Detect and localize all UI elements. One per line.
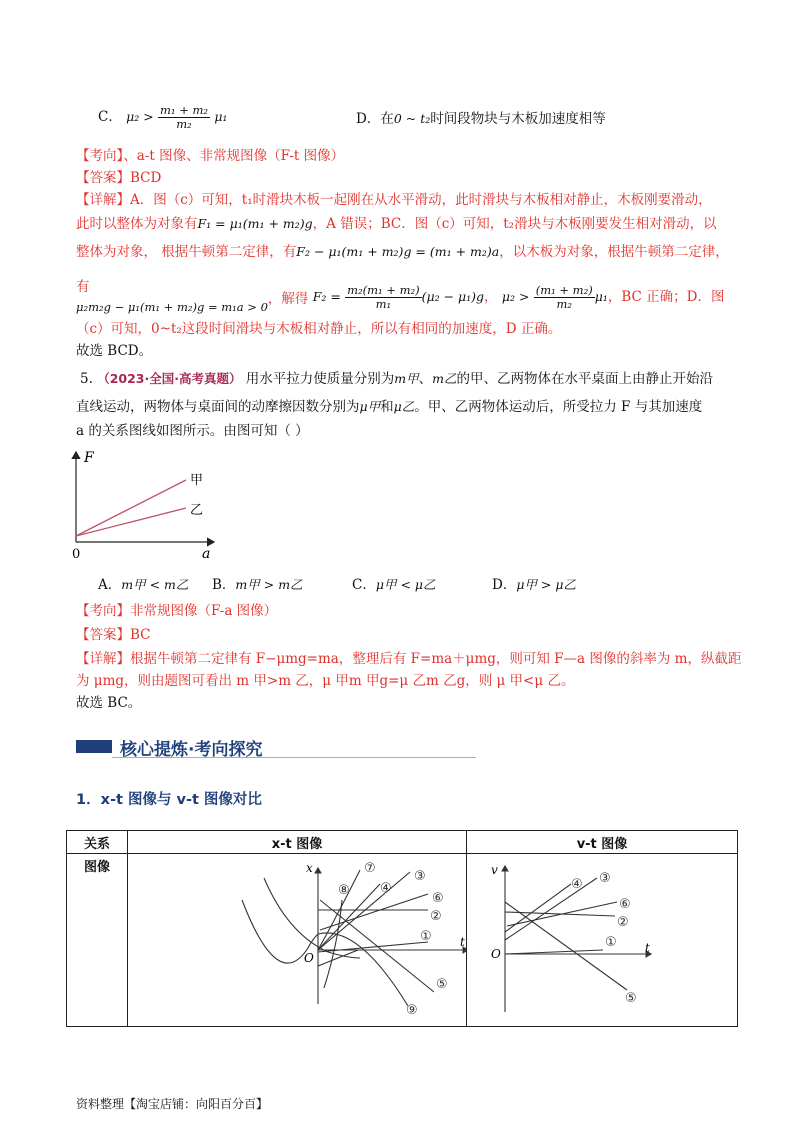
q4-detail-4f-lhs: F₂ = [312,289,341,304]
q4-option-c [98,104,227,131]
section-header-block [76,740,112,753]
q4-detail-4f-den: m₁ [375,297,392,311]
q5-stem-2and: 和 [380,399,394,415]
xt-x-label: t [460,935,465,949]
q4-detail-4a: 有 [76,279,90,295]
q5-source: （2023·全国·高考真题） [97,371,242,386]
vt-x-label: t [645,941,650,955]
vt-mark-2: ② [617,915,629,930]
q5-option-c [352,574,436,596]
q4-detail-line-3 [76,241,729,263]
q4-kaoxiang: 【考向】、a-t 图像、非常规图像（F-t 图像） [76,148,345,164]
q5-graph-x-label: a [202,546,211,562]
xt-mark-8: ⑧ [338,883,350,898]
q5-stem-2a: 直线运动，两物体与桌面间的动摩擦因数分别为 [76,399,360,415]
q4-option-d [356,108,606,130]
q4-detail-4-math: μ₂m₂g − μ₁(m₁ + m₂)g = m₁a > 0 [76,300,268,314]
q5-fa-graph [66,446,226,562]
q5-option-b-label: B． [212,577,236,593]
xt-graph [128,854,466,1022]
q5-option-a-math: m甲 < m乙 [121,577,189,592]
q4-detail-4g-den: m₂ [556,297,572,311]
xt-mark-1: ① [420,929,432,944]
table-cell-vt [467,854,738,1027]
section-header-title: 核心提炼·考向探究 [120,740,263,760]
q5-option-b-math: m甲 > m乙 [235,577,303,592]
subsection-title: 1．x-t 图像与 v-t 图像对比 [76,792,262,808]
q4-conclusion: 故选 BCD。 [76,343,153,359]
vt-mark-3: ③ [599,871,611,886]
q4-option-d-text: 时间段物块与木板加速度相等 [430,111,606,127]
q5-graph-origin: 0 [72,547,81,562]
q5-option-d-label: D． [492,577,517,593]
q5-stem-1b: 的甲、乙两物体在水平桌面上由静止开始沿 [456,371,713,387]
xt-curve-8 [324,900,342,988]
xt-mark-7: ⑦ [364,861,376,876]
xt-line-6 [320,894,428,930]
q4-detail-4g-rhs: μ₁ [594,289,608,304]
q4-detail-3a: 整体为对象， 根据牛顿第二定律，有 [76,244,297,260]
xt-curve-9 [318,933,408,1006]
comparison-table [66,830,738,1027]
q5-option-c-math: μ甲 < μ乙 [375,577,436,592]
q5-stem-2b: 。甲、乙两物体运动后，所受拉力 F 与其加速度 [414,399,703,415]
q4-option-d-math: 0 ~ t₂ [393,111,431,126]
q4-detail-4f-num: m₂(m₁ + m₂) [347,283,420,297]
q4-option-c-rhs: μ₁ [214,109,228,124]
xt-mark-5: ⑤ [436,977,448,992]
vt-y-label: v [491,863,498,877]
q5-m-jia: m甲 [394,371,419,386]
q5-mu-jia: μ甲 [359,399,381,414]
table-header-xt: x-t 图像 [128,831,467,854]
q4-detail-4g-fraction [534,284,595,311]
q4-detail-4d: ，BC 正确；D．图 [607,289,725,305]
table-header-vt: v-t 图像 [467,831,738,854]
q4-option-c-num: m₁ + m₂ [160,103,209,117]
q5-m-yi: m乙 [432,371,457,386]
vt-graph [467,854,737,1022]
q5-mu-yi: μ乙 [393,399,415,414]
q4-detail-2a: 此时以整体为对象有 [76,216,198,232]
table-row-label: 图像 [67,854,128,1027]
footer-credit: 资料整理【淘宝店铺：向阳百分百】 [76,1097,269,1111]
q4-detail-4g-lhs: μ₂ > [501,289,530,304]
xt-y-label: x [306,861,313,875]
q5-graph-line-jia [76,480,186,536]
q5-option-d-math: μ甲 > μ乙 [516,577,576,592]
q4-detail-4f-rhs: (μ₂ − μ₁)g [421,289,485,304]
q5-graph-line-yi [76,508,186,536]
q4-detail-line-1: 【详解】A．图（c）可知，t₁时滑块木板一起刚在从水平滑动，此时滑块与木板相对静止，木板刚要滑动， [76,192,712,208]
q4-detail-line-2 [76,213,717,235]
q4-detail-4c: ， [484,289,498,305]
q4-detail-line-4-cont [76,283,725,314]
vt-line-6 [507,902,617,926]
q5-kaoxiang: 【考向】非常规图像（F-a 图像） [76,603,278,619]
xt-mark-3: ③ [414,869,426,884]
xt-mark-4: ④ [380,881,392,896]
table-cell-xt [128,854,467,1027]
vt-mark-1: ① [605,935,617,950]
q5-graph-label-yi: 乙 [190,503,204,518]
q5-number: 5. [80,371,93,387]
xt-mark-6: ⑥ [432,891,444,906]
q5-conclusion: 故选 BC。 [76,695,142,711]
q5-detail-line-1: 【详解】根据牛顿第二定律有 F−μmg=ma，整理后有 F=ma＋μmg，则可知 F—a 图像的斜率为 m，纵截距 [76,651,742,667]
q5-option-b [212,574,303,596]
vt-mark-5: ⑤ [625,991,637,1006]
table-header-row [67,831,738,854]
q4-detail-4b: ，解得 [267,291,309,307]
q4-option-c-lhs: μ₂ > [126,109,154,124]
q4-detail-4f-fraction [345,284,421,311]
section-header [76,735,436,759]
q4-detail-3-math: F₂ − μ₁(m₁ + m₂)g = (m₁ + m₂)a [296,244,500,259]
xt-line-3 [318,872,410,950]
q4-detail-line-5: （c）可知，0~t₂这段时间滑块与木板相对静止，所以有相同的加速度，D 正确。 [76,321,562,337]
q4-detail-4g-num: (m₁ + m₂) [535,283,593,297]
q4-detail-2b: ，A 错误；BC．图（c）可知，t₂滑块与木板刚要发生相对滑动，以 [312,216,717,232]
xt-origin: O [304,951,314,965]
q5-option-c-label: C． [352,577,376,593]
q5-detail-line-2: 为 μmg，则由题图可看出 m 甲>m 乙，μ 甲m 甲g=μ 乙m 乙g，则 μ 甲<μ 乙。 [76,673,575,689]
q4-answer: 【答案】BCD [76,170,162,186]
q5-option-a-label: A． [98,577,122,593]
vt-mark-6: ⑥ [619,897,631,912]
q5-stem-line-3: a 的关系图线如图所示。由图可知（ ） [76,423,309,439]
q5-graph-y-label: F [84,450,94,466]
table-row [67,854,738,1027]
vt-line-1 [505,950,603,954]
xt-mark-2: ② [430,909,442,924]
q4-option-d-label: D．在 [356,111,394,127]
vt-origin: O [491,947,501,961]
q4-option-c-label: C． [98,109,122,125]
table-header-relation: 关系 [67,831,128,854]
q4-option-c-fraction [158,104,210,131]
vt-mark-4: ④ [571,877,583,892]
q5-option-a [98,574,188,596]
q4-detail-2-math: F₁ = μ₁(m₁ + m₂)g [197,216,313,231]
q5-graph-label-jia: 甲 [190,473,204,488]
q4-option-c-den: m₂ [176,117,192,131]
q4-detail-3b: ，以木板为对象，根据牛顿第二定律， [499,244,729,260]
q5-answer: 【答案】BC [76,627,151,643]
xt-mark-9: ⑨ [406,1003,418,1018]
q5-sep: 、 [418,371,433,387]
q5-option-d [492,574,576,596]
q5-stem-1a: 用水平拉力使质量分别为 [245,371,395,387]
q5-stem-line-2 [76,396,702,418]
q5-stem-line-1 [80,368,713,390]
